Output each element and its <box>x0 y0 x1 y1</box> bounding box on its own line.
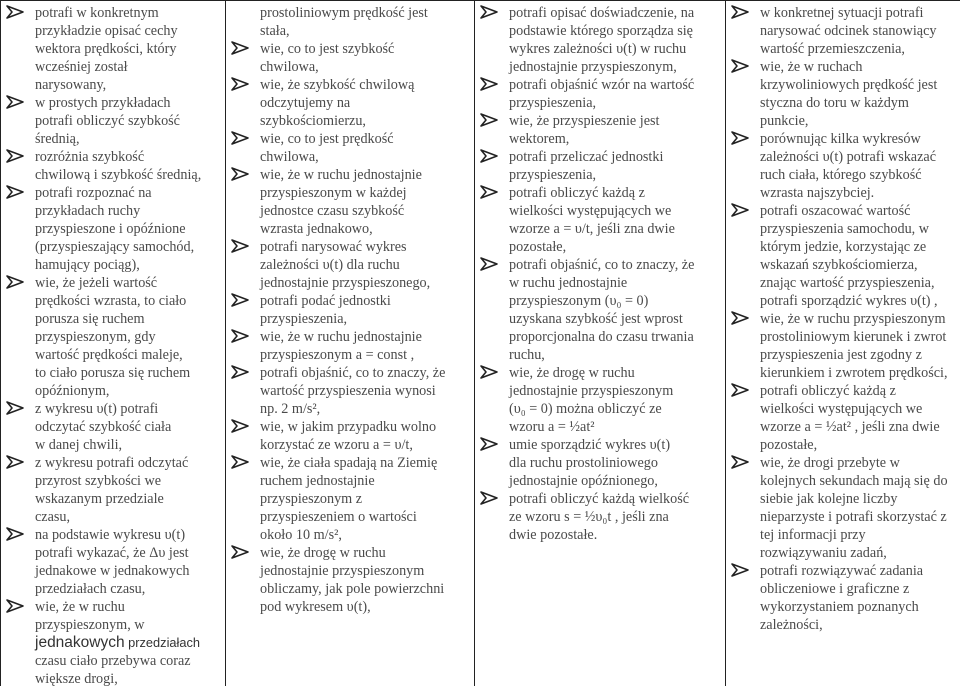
item-text-line: potrafi narysować wykres <box>260 239 407 255</box>
list-item <box>730 130 960 202</box>
arrow-bullet-icon <box>5 4 31 22</box>
item-text-line: potrafi obliczyć każdą wielkość <box>509 491 690 507</box>
item-text-line: zależności υ(t) dla ruchu <box>260 257 400 273</box>
item-text-line: pozostałe, <box>509 239 567 255</box>
item-text-line: w prostych przykładach <box>35 95 171 111</box>
item-text-line: potrafi obliczyć każdą z <box>760 383 896 399</box>
item-text-line: uzyskana szybkość jest wprost <box>509 311 683 327</box>
item-text-line: tej informacji przy <box>760 527 866 543</box>
arrow-bullet-icon <box>479 256 505 274</box>
item-text-line: wektorem, <box>509 131 570 147</box>
item-text-line: przyspieszenia, <box>509 167 597 183</box>
column-4 <box>726 1 960 686</box>
list-item <box>230 418 470 454</box>
column-1 <box>1 1 226 686</box>
item-text-line: którym jedzie, korzystając ze <box>760 239 927 255</box>
item-text-line: jednostce czasu szybkość <box>260 203 405 219</box>
list-item <box>5 4 221 94</box>
list-item <box>479 148 721 184</box>
item-text-line: przyspieszonym w każdej <box>260 185 407 201</box>
arrow-bullet-icon <box>479 436 505 454</box>
item-text-line: to ciało porusza się ruchem <box>35 365 191 381</box>
item-text-line: potrafi w konkretnym <box>35 5 159 21</box>
item-text-line: styczna do toru w każdym <box>760 95 909 111</box>
item-text-line: przyspieszonym, gdy <box>35 329 156 345</box>
item-text-line: wcześniej został <box>35 59 128 75</box>
arrow-bullet-icon <box>730 130 756 148</box>
arrow-bullet-icon <box>479 4 505 22</box>
list-item <box>479 4 721 76</box>
arrow-bullet-icon <box>5 526 31 544</box>
arrow-bullet-icon <box>479 76 505 94</box>
arrow-bullet-icon <box>230 166 256 184</box>
item-text-line: przyrost szybkości we <box>35 473 162 489</box>
item-text-line: wzrasta najszybciej. <box>760 185 875 201</box>
item-text-line: znając wartość przyspieszenia, <box>760 275 935 291</box>
item-text-line: czasu, <box>35 509 71 525</box>
arrow-bullet-icon <box>479 112 505 130</box>
item-text-line: odczytujemy na <box>260 95 351 111</box>
arrow-bullet-icon <box>230 130 256 148</box>
item-text-line: narysować odcinek stanowiący <box>760 23 937 39</box>
item-text-line: czasu ciało przebywa coraz <box>35 653 191 669</box>
item-text-line: jednostajnie przyspieszonym <box>260 563 425 579</box>
item-text-line: podstawie którego sporządza się <box>509 23 693 39</box>
item-text-line: korzystać ze wzoru a = υ/t, <box>260 437 413 453</box>
arrow-bullet-icon <box>230 328 256 346</box>
item-text-line: wie, że ciała spadają na Ziemię <box>260 455 438 471</box>
item-text-line: potrafi objaśnić, co to znaczy, że <box>509 257 695 273</box>
arrow-bullet-icon <box>5 400 31 418</box>
item-text-line: potrafi przeliczać jednostki <box>509 149 664 165</box>
item-text-line: dwie pozostałe. <box>509 527 598 543</box>
list-item <box>5 454 221 526</box>
item-text-line: potrafi podać jednostki <box>260 293 391 309</box>
item-text-line: wie, w jakim przypadku wolno <box>260 419 437 435</box>
list-item <box>730 58 960 130</box>
list-item <box>5 526 221 598</box>
item-text-line: rozróżnia szybkość <box>35 149 145 165</box>
item-text-line: opóźnionym, <box>35 383 110 399</box>
arrow-bullet-icon <box>730 202 756 220</box>
item-text-line: wie, że przyspieszenie jest <box>509 113 660 129</box>
item-text-line: zależności, <box>760 617 823 633</box>
item-text-line: z wykresu υ(t) potrafi <box>35 401 159 417</box>
arrow-bullet-icon <box>5 184 31 202</box>
list-item <box>479 364 721 436</box>
item-text-line: około 10 m/s², <box>260 527 342 543</box>
item-text-line: wie, że w ruchu jednostajnie <box>260 329 422 345</box>
list-item <box>479 184 721 256</box>
item-text-line: potrafi obliczyć szybkość <box>35 113 180 129</box>
list-item <box>230 40 470 76</box>
item-text-line: wie, że w ruchu <box>35 599 125 615</box>
item-text-line: przyspieszonym a = const , <box>260 347 415 363</box>
item-text-line: przykładzie opisać cechy <box>35 23 178 39</box>
item-text-line: wie, co to jest prędkość <box>260 131 394 147</box>
item-text-line: potrafi wykazać, że Δυ jest <box>35 545 189 561</box>
item-text-line: większe drogi, <box>35 671 118 686</box>
item-text-line: narysowany, <box>35 77 107 93</box>
item-text-line: ruchem jednostajnie <box>260 473 375 489</box>
item-text-line: z wykresu potrafi odczytać <box>35 455 189 471</box>
list-item <box>230 130 470 166</box>
item-text-line: stała, <box>260 23 290 39</box>
item-text-line: rozwiązywaniu zadań, <box>760 545 887 561</box>
arrow-bullet-icon <box>5 454 31 472</box>
item-text-line: krzywoliniowych prędkość jest <box>760 77 938 93</box>
item-text-line: porusza się ruchem <box>35 311 145 327</box>
item-text-line: obliczamy, jak pole powierzchni <box>260 581 445 597</box>
item-text-line: potrafi obliczyć każdą z <box>509 185 645 201</box>
item-text-line: (υ₀ = 0) można obliczyć ze <box>509 401 662 417</box>
item-text-line: jednostajnie przyspieszonego, <box>260 275 431 291</box>
item-text-line: wie, co to jest szybkość <box>260 41 395 57</box>
item-text-line: pod wykresem υ(t), <box>260 599 371 615</box>
item-text-line: potrafi rozwiązywać zadania <box>760 563 924 579</box>
item-text-line: potrafi objaśnić wzór na wartość <box>509 77 695 93</box>
item-text-line: proporcjonalna do czasu trwania <box>509 329 694 345</box>
item-text-line: kierunkiem i zwrotem prędkości, <box>760 365 948 381</box>
item-text-line: potrafi oszacować wartość <box>760 203 911 219</box>
item-text-line: wskazań szybkościomierza, <box>760 257 918 273</box>
item-text-line: przyspieszenia, <box>260 311 348 327</box>
item-text-line: porównując kilka wykresów <box>760 131 921 147</box>
arrow-bullet-icon <box>5 274 31 292</box>
list-item <box>5 598 221 634</box>
arrow-bullet-icon <box>5 148 31 166</box>
item-text-line: przyspieszone i opóźnione <box>35 221 186 237</box>
item-text-line: nieparzyste i potrafi skorzystać z <box>760 509 947 525</box>
item-text-line: w konkretnej sytuacji potrafi <box>760 5 924 21</box>
column-3 <box>475 1 726 686</box>
column-2 <box>226 1 475 686</box>
item-text-line: szybkościomierzu, <box>260 113 366 129</box>
list-item <box>5 94 221 148</box>
item-text-line: przyspieszonym z <box>260 491 363 507</box>
list-item <box>5 184 221 274</box>
item-text-line: chwilowa, <box>260 59 319 75</box>
list-item <box>230 454 470 544</box>
item-text-line: dla ruchu prostoliniowego <box>509 455 658 471</box>
item-text-line: wektora prędkości, który <box>35 41 177 57</box>
list-item <box>730 310 960 382</box>
list-item <box>730 4 960 58</box>
item-text-line: wzrasta jednakowo, <box>260 221 373 237</box>
item-text-line: kolejnych sekundach mają się do <box>760 473 948 489</box>
arrow-bullet-icon <box>5 598 31 616</box>
arrow-bullet-icon <box>730 4 756 22</box>
item-text-line: siebie jak kolejne liczby <box>760 491 898 507</box>
item-text-line: wielkości występujących we <box>509 203 672 219</box>
list-item <box>230 328 470 364</box>
item-text-line: na podstawie wykresu υ(t) <box>35 527 186 543</box>
item-text-line: przedziałach czasu, <box>35 581 146 597</box>
item-text-line: jednakowe w jednakowych <box>35 563 190 579</box>
item-text-line: jednostajnie przyspieszonym <box>509 383 674 399</box>
item-text-line: prostoliniowym kierunek i zwrot <box>760 329 947 345</box>
item-text-line: np. 2 m/s², <box>260 401 321 417</box>
list-item <box>479 76 721 112</box>
item-text-line: wie, że w ruchu przyspieszonym <box>760 311 946 327</box>
item-text-line: ruch ciała, którego szybkość <box>760 167 922 183</box>
item-text-line: potrafi sporządzić wykres υ(t) , <box>760 293 938 309</box>
item-text-line: wskazanym przedziale <box>35 491 164 507</box>
arrow-bullet-icon <box>730 310 756 328</box>
item-text-line: wie, że szybkość chwilową <box>260 77 415 93</box>
item-text-line: pozostałe, <box>760 437 818 453</box>
item-text-line: przyspieszenia jest zgodny z <box>760 347 922 363</box>
list-item <box>5 148 221 184</box>
list-item <box>230 364 470 418</box>
item-text-line: chwilową i szybkość średnią, <box>35 167 202 183</box>
arrow-bullet-icon <box>479 184 505 202</box>
item-text-line: wzoru a = ½at² <box>509 419 595 435</box>
item-text-line: obliczeniowe i graficzne z <box>760 581 910 597</box>
item-text-line: ze wzoru s = ½υ₀t , jeśli zna <box>509 509 669 525</box>
item-text-line: prostoliniowym prędkość jest <box>260 5 428 21</box>
item-text-line: wie, że drogę w ruchu <box>260 545 386 561</box>
item-text-line: wzorze a = ½at² , jeśli zna dwie <box>760 419 940 435</box>
list-item <box>230 166 470 238</box>
list-item <box>479 436 721 490</box>
arrow-bullet-icon <box>230 40 256 58</box>
item-text-line: przyspieszonym (υ₀ = 0) <box>509 293 649 309</box>
table-row <box>1 1 960 686</box>
list-item <box>5 400 221 454</box>
list-item <box>230 4 470 40</box>
list-item <box>479 256 721 364</box>
item-text-line: w danej chwili, <box>35 437 123 453</box>
item-text-line: jednostajnie przyspieszonym, <box>509 59 677 75</box>
item-text-line: prędkości wzrasta, to ciało <box>35 293 187 309</box>
item-text-line: hamujący pociąg), <box>35 257 140 273</box>
item-text-line: ruchu, <box>509 347 545 363</box>
arrow-bullet-icon <box>230 364 256 382</box>
arrow-bullet-icon <box>230 292 256 310</box>
item-text-line: umie sporządzić wykres υ(t) <box>509 437 671 453</box>
arrow-bullet-icon <box>730 58 756 76</box>
arrow-bullet-icon <box>230 238 256 256</box>
arrow-bullet-icon <box>5 94 31 112</box>
arrow-bullet-icon <box>730 454 756 472</box>
list-item <box>230 238 470 292</box>
item-text-line: wykorzystaniem poznanych <box>760 599 919 615</box>
item-text-line: zależności υ(t) potrafi wskazać <box>760 149 936 165</box>
arrow-bullet-icon <box>230 454 256 472</box>
item-text-line: przykładach ruchy <box>35 203 141 219</box>
item-text: przedziałach <box>128 635 201 650</box>
item-text-line: w ruchu jednostajnie <box>509 275 628 291</box>
item-text-line: odczytać szybkość ciała <box>35 419 172 435</box>
list-item <box>230 292 470 328</box>
item-text-line: przyspieszenia samochodu, w <box>760 221 930 237</box>
item-text-line: wzorze a = υ/t, jeśli zna dwie <box>509 221 675 237</box>
item-text-large: jednakowych <box>35 634 125 651</box>
list-item <box>230 544 470 616</box>
item-text-line: potrafi rozpoznać na <box>35 185 152 201</box>
item-text-line: przyspieszeniem o wartości <box>260 509 417 525</box>
arrow-bullet-icon <box>730 382 756 400</box>
item-text-line: potrafi opisać doświadczenie, na <box>509 5 695 21</box>
list-item <box>5 274 221 400</box>
list-item <box>230 76 470 130</box>
item-text-line: wie, że jeżeli wartość <box>35 275 158 291</box>
item-text-line: wartość prędkości maleje, <box>35 347 183 363</box>
item-text-line: wie, że w ruchu jednostajnie <box>260 167 422 183</box>
item-text-line: chwilowa, <box>260 149 319 165</box>
item-text-line: potrafi objaśnić, co to znaczy, że <box>260 365 446 381</box>
item-text-line: przyspieszonym, w <box>35 617 145 633</box>
item-text-line: wartość przemieszczenia, <box>760 41 905 57</box>
item-text-line: wie, że drogi przebyte w <box>760 455 900 471</box>
item-text-line: wie, że drogę w ruchu <box>509 365 635 381</box>
arrow-bullet-icon <box>730 562 756 580</box>
item-text-line: wie, że w ruchach <box>760 59 863 75</box>
arrow-bullet-icon <box>479 490 505 508</box>
item-text-line: wielkości występujących we <box>760 401 923 417</box>
item-text-line: wartość przyspieszenia wynosi <box>260 383 436 399</box>
arrow-bullet-icon <box>230 76 256 94</box>
list-item <box>730 562 960 634</box>
list-item <box>730 382 960 454</box>
list-item <box>730 202 960 310</box>
arrow-bullet-icon <box>230 418 256 436</box>
arrow-bullet-icon <box>479 364 505 382</box>
item-text-line: (przyspieszający samochód, <box>35 239 195 255</box>
list-item <box>479 112 721 148</box>
item-text-line: punkcie, <box>760 113 809 129</box>
item-text-line: przyspieszenia, <box>509 95 597 111</box>
item-text-line: średnią, <box>35 131 80 147</box>
list-item-continuation <box>5 634 221 686</box>
arrow-bullet-icon <box>479 148 505 166</box>
list-item <box>479 490 721 544</box>
item-text-line: wykres zależności υ(t) w ruchu <box>509 41 687 57</box>
list-item <box>730 454 960 562</box>
arrow-bullet-icon <box>230 544 256 562</box>
item-text-line: jednostajnie opóźnionego, <box>509 473 658 489</box>
